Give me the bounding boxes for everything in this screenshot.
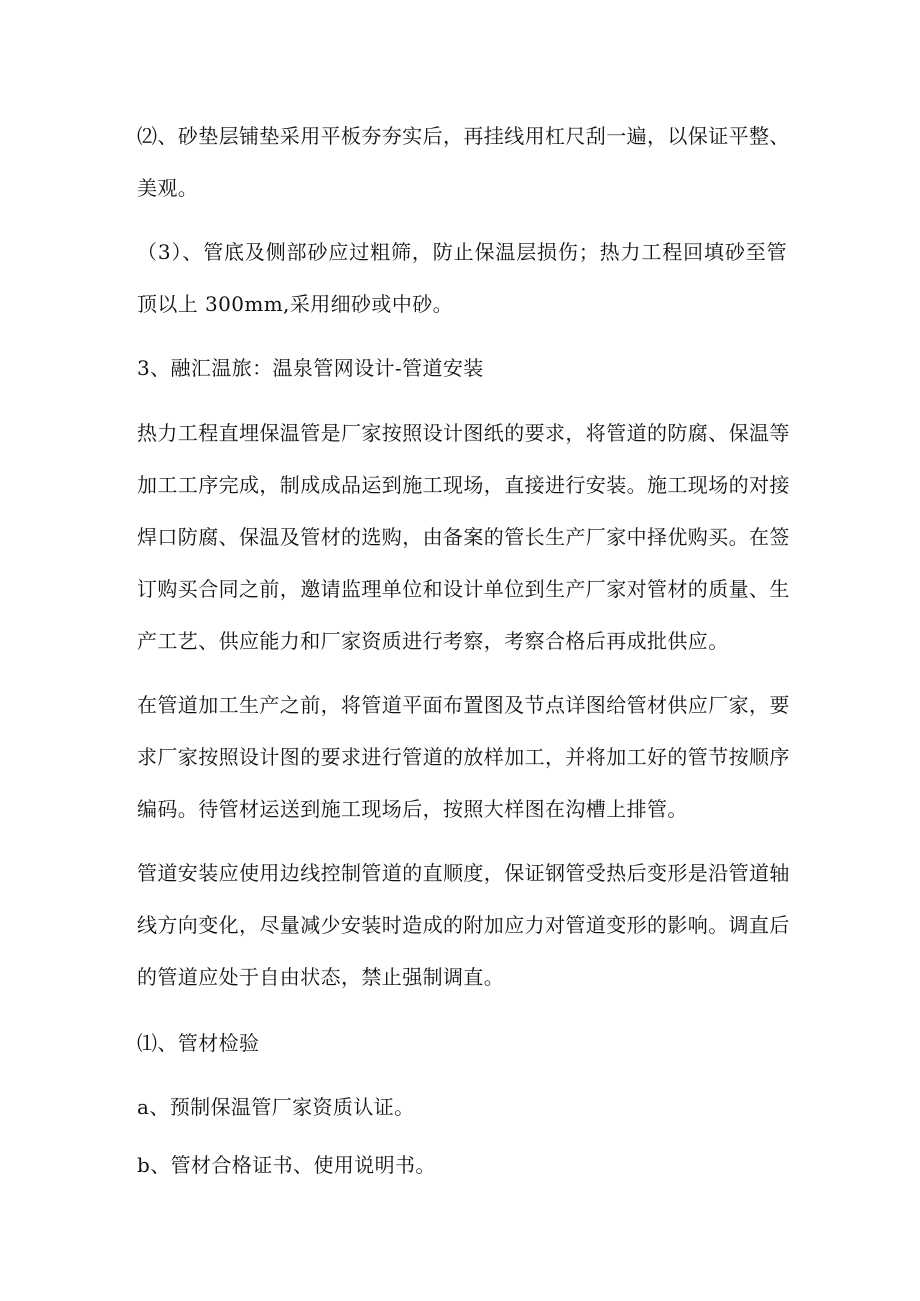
text-line: 在管道加工生产之前，将管道平面布置图及节点详图给管材供应厂家，要 — [137, 693, 790, 717]
section-heading: 3、融汇温旅：温泉管网设计-管道安装 — [137, 356, 484, 380]
paragraph-pipe-processing — [137, 679, 790, 835]
subheading-pipe-inspection — [137, 1017, 787, 1069]
text-line: 编码。待管材运送到施工现场后，按照大样图在沟槽上排管。 — [137, 797, 688, 821]
text-line: 线方向变化，尽量减少安装时造成的附加应力对管道变形的影响。调直后 — [137, 913, 790, 937]
subheading: ⑴、管材检验 — [137, 1031, 260, 1055]
paragraph-pipe-bottom-sand — [137, 226, 787, 330]
text-line: 求厂家按照设计图的要求进行管道的放样加工，并将加工好的管节按顺序 — [137, 745, 790, 769]
text-line: 顶以上 300mm,采用细砂或中砂。 — [137, 292, 454, 316]
text-line: 产工艺、供应能力和厂家资质进行考察，考察合格后再成批供应。 — [137, 629, 729, 653]
paragraph-pipe-alignment — [137, 847, 790, 1003]
text-line: 热力工程直埋保温管是厂家按照设计图纸的要求，将管道的防腐、保温等 — [137, 421, 790, 445]
list-item: a、预制保温管厂家资质认证。 — [137, 1095, 415, 1119]
text-line: 美观。 — [137, 176, 199, 200]
text-line: 管道安装应使用边线控制管道的直顺度，保证钢管受热后变形是沿管道轴 — [137, 861, 790, 885]
list-item-a — [137, 1081, 787, 1133]
text-line: ⑵、砂垫层铺垫采用平板夯夯实后，再挂线用杠尺刮一遍，以保证平整、 — [137, 124, 790, 148]
section-heading-pipe-installation — [137, 342, 787, 394]
paragraph-prefab-insulated-pipe — [137, 407, 790, 667]
list-item-b — [137, 1139, 787, 1191]
list-item: b、管材合格证书、使用说明书。 — [137, 1153, 436, 1177]
text-line: 焊口防腐、保温及管材的选购，由备案的管长生产厂家中择优购买。在签 — [137, 525, 790, 549]
text-line: 加工工序完成，制成成品运到施工现场，直接进行安装。施工现场的对接 — [137, 473, 790, 497]
text-line: 订购买合同之前，邀请监理单位和设计单位到生产厂家对管材的质量、生 — [137, 577, 790, 601]
paragraph-sand-cushion — [137, 110, 790, 214]
text-line: （3）、管底及侧部砂应过粗筛，防止保温层损伤；热力工程回填砂至管 — [137, 240, 787, 264]
text-line: 的管道应处于自由状态，禁止强制调直。 — [137, 965, 505, 989]
